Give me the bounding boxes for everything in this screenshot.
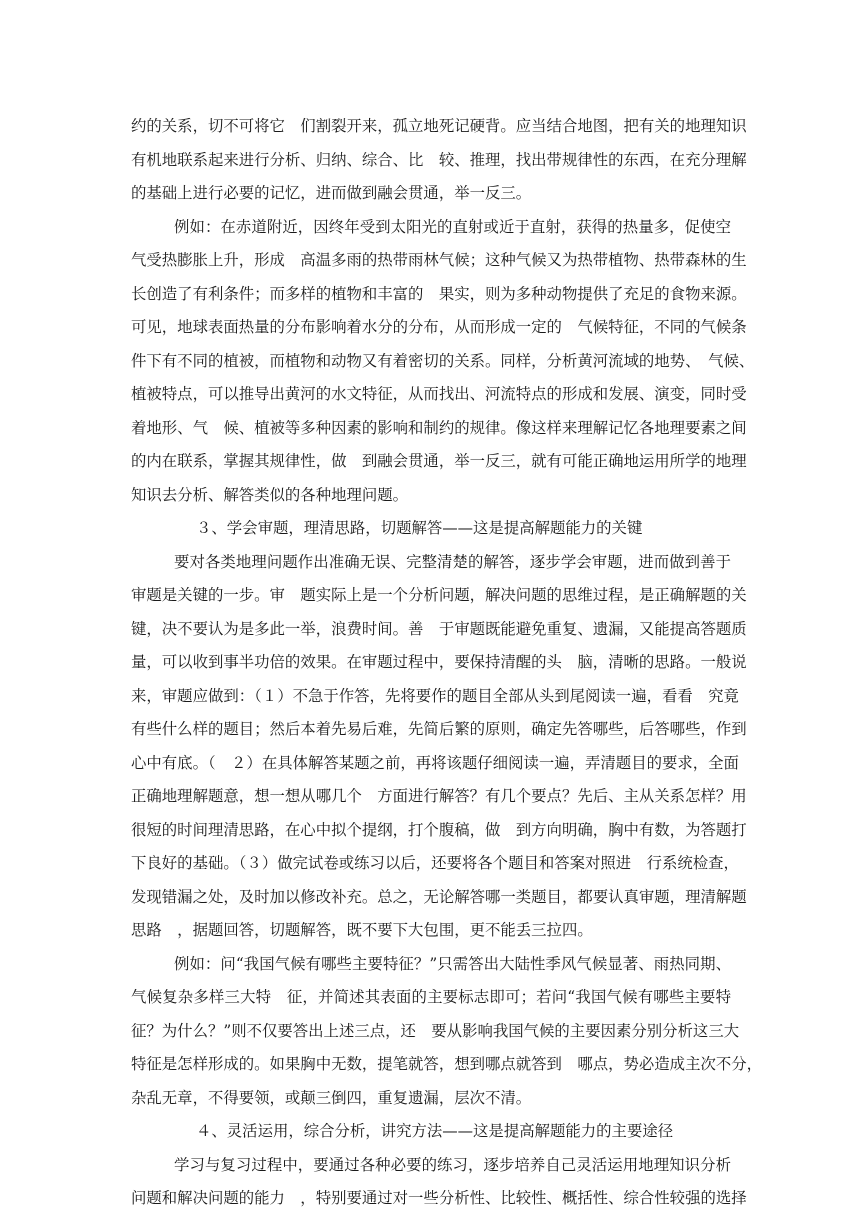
text-line: 有机地联系起来进行分析、归纳、综合、比 较、推理，找出带规律性的东西，在充分理解 [131,151,747,169]
text-line: 着地形、气 候、植被等多种因素的影响和制约的规律。像这样来理解记忆各地理要素之间 [131,419,747,437]
text-line: 思路 ，据题回答，切题解答，既不要下大包围，更不能丢三拉四。 [131,921,593,939]
text-line: 问题和解决问题的能力 ，特别要通过对一些分析性、比较性、概括性、综合性较强的选择 [131,1189,747,1207]
text-line: 来，审题应做到：（１）不急于作答，先将要作的题目全部从头到尾阅读一遍，看看 究竟 [131,687,739,705]
text-line: 正确地理解题意，想一想从哪几个 方面进行解答？有几个要点？先后、主从关系怎样？用 [131,787,747,805]
text-line: 的基础上进行必要的记忆，进而做到融会贯通，举一反三。 [131,184,532,202]
text-line: 特征是怎样形成的。如果胸中无数，提笔就答，想到哪点就答到 哪点，势必造成主次不分， [131,1055,763,1073]
text-line: 键，决不要认为是多此一举，浪费时间。善 于审题既能避免重复、遗漏，又能提高答题质 [131,620,747,638]
text-line: 件下有不同的植被，而植物和动物又有着密切的关系。同样，分析黄河流域的地势、 气候、 [131,352,755,370]
text-line: 征？为什么？”则不仅要答出上述三点，还 要从影响我国气候的主要因素分别分析这三大 [131,1022,740,1040]
paragraph-first-line: 学习与复习过程中，要通过各种必要的练习，逐步培养自己灵活运用地理知识分析 [174,1156,731,1174]
text-line: 有些什么样的题目；然后本着先易后难，先简后繁的原则，确定先答哪些，后答哪些，作到 [131,720,747,738]
text-line: 可见，地球表面热量的分布影响着水分的分布，从而形成一定的 气候特征，不同的气候条 [131,318,747,336]
text-line: 植被特点，可以推导出黄河的水文特征，从而找出、河流特点的形成和发展、演变，同时受 [131,385,747,403]
text-line: 审题是关键的一步。审 题实际上是一个分析问题，解决问题的思维过程，是正确解题的关 [131,586,747,604]
text-line: 心中有底。（ ２）在具体解答某题之前，再将该题仔细阅读一遍，弄清题目的要求，全面 [131,754,739,772]
section-heading-4: ４、灵活运用，综合分析，讲究方法——这是提高解题能力的主要途径 [196,1122,674,1140]
text-line: 的内在联系，掌握其规律性，做 到融会贯通，举一反三，就有可能正确地运用所学的地理 [131,452,747,470]
text-line: 气受热膨胀上升，形成 高温多雨的热带雨林气候；这种气候又为热带植物、热带森林的生 [131,251,747,269]
paragraph-first-line: 要对各类地理问题作出准确无误、完整清楚的解答，逐步学会审题，进而做到善于 [174,553,731,571]
text-line: 约的关系，切不可将它 们割裂开来，孤立地死记硬背。应当结合地图，把有关的地理知识 [131,117,747,135]
text-line: 发现错漏之处，及时加以修改补充。总之，无论解答哪一类题目，都要认真审题，理清解题 [131,888,747,906]
text-line: 杂乱无章，不得要领，或颠三倒四，重复遗漏，层次不清。 [131,1089,532,1107]
text-line: 很短的时间理清思路，在心中拟个提纲，打个腹稿，做 到方向明确，胸中有数，为答题打 [131,821,747,839]
section-heading-3: ３、学会审题，理清思路，切题解答——这是提高解题能力的关键 [196,519,643,537]
text-line: 量，可以收到事半功倍的效果。在审题过程中，要保持清醒的头 脑，清晰的思路。一般说 [131,653,747,671]
paragraph-first-line: 例如：在赤道附近，因终年受到太阳光的直射或近于直射，获得的热量多，促使空 [174,218,731,236]
text-line: 下良好的基础。（３）做完试卷或练习以后，还要将各个题目和答案对照进 行系统检查， [131,854,739,872]
paragraph-first-line: 例如：问“我国气候有哪些主要特征？”只需答出大陆性季风气候显著、雨热同期、 [174,955,731,973]
text-line: 长创造了有利条件；而多样的植物和丰富的 果实，则为多种动物提供了充足的食物来源。 [131,285,747,303]
text-line: 知识去分析、解答类似的各种地理问题。 [131,486,409,504]
text-line: 气候复杂多样三大特 征，并简述其表面的主要标志即可；若问“我国气候有哪些主要特 [131,988,731,1006]
